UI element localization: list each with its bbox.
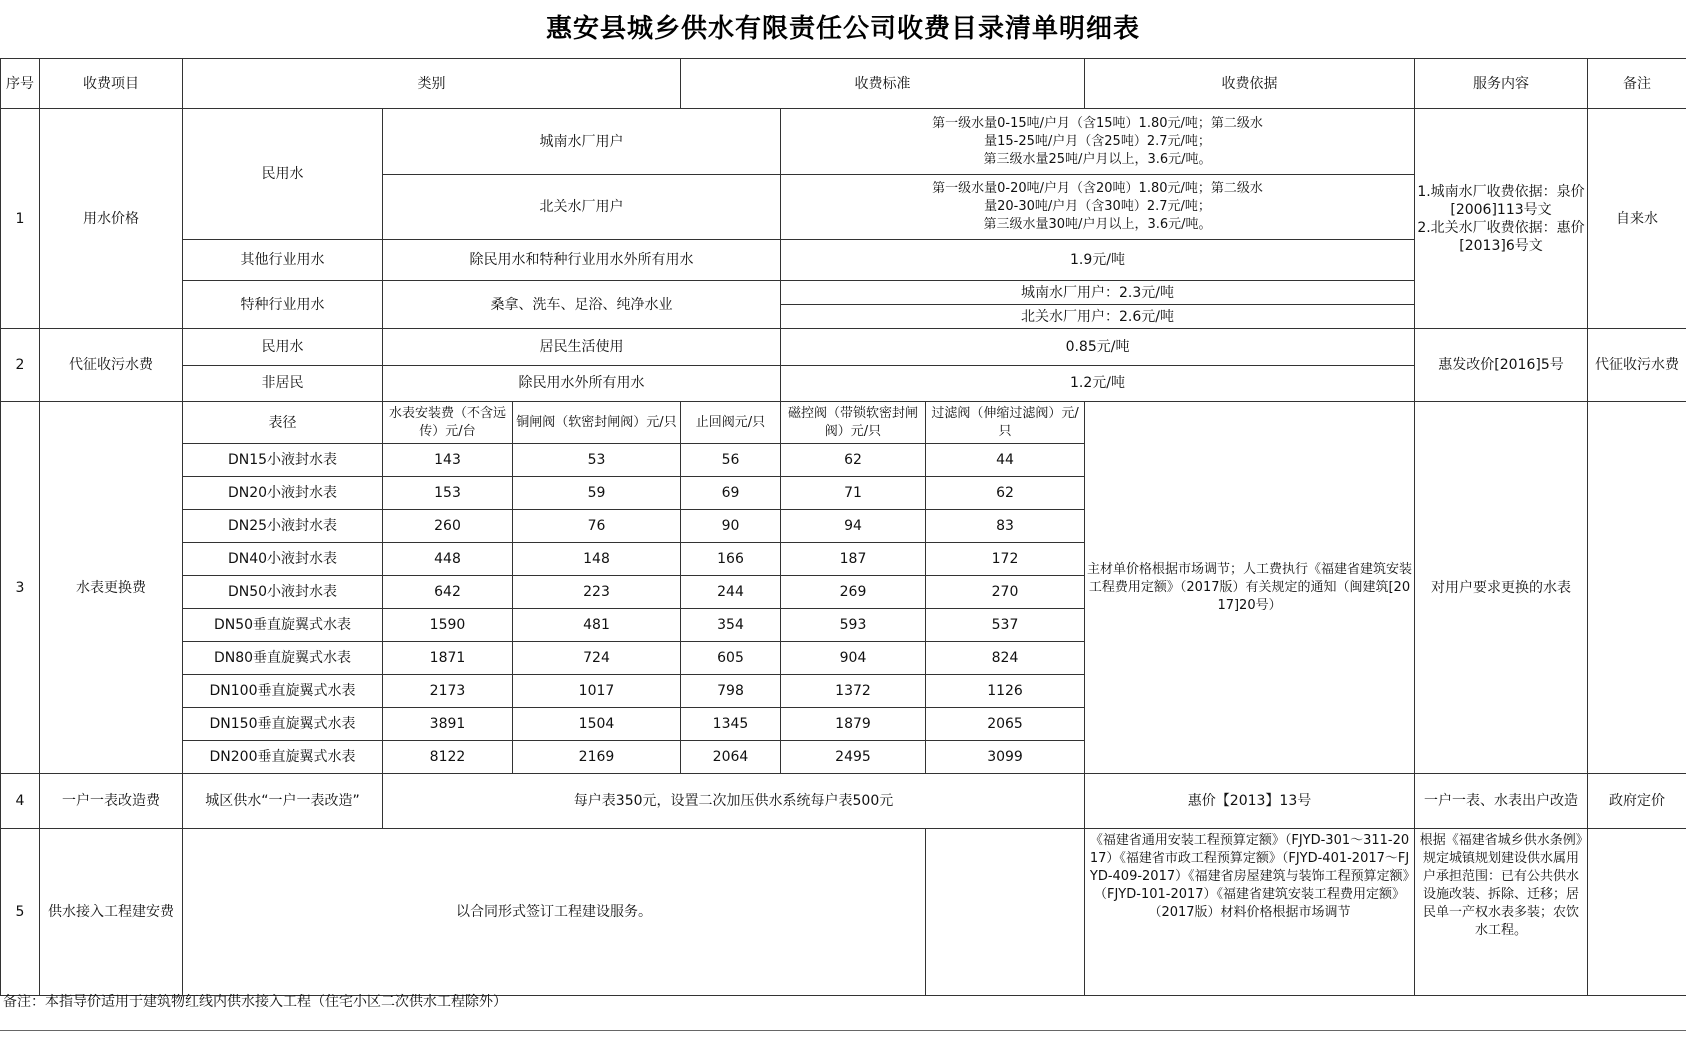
meter-value: 642 xyxy=(383,576,513,609)
meter-value: 69 xyxy=(681,477,781,510)
standard-line: 第三级水量30吨/户月以上，3.6元/吨。 xyxy=(983,217,1212,232)
row3-seq: 3 xyxy=(1,402,40,774)
standard-line: 量20-30吨/户月（含30吨）2.7元/吨； xyxy=(984,199,1211,214)
row2-residential-desc: 居民生活使用 xyxy=(383,329,781,366)
row1-special: 特种行业用水 xyxy=(183,281,383,329)
meter-size: DN150垂直旋翼式水表 xyxy=(183,708,383,741)
row2-nonresident-standard: 1.2元/吨 xyxy=(781,365,1415,402)
header-item: 收费项目 xyxy=(40,59,183,109)
meter-value: 1126 xyxy=(926,675,1085,708)
row1-special-desc: 桑拿、洗车、足浴、纯净水业 xyxy=(383,281,781,329)
standard-line: 量15-25吨/户月（含25吨）2.7元/吨； xyxy=(984,133,1211,149)
header-seq: 序号 xyxy=(1,59,40,109)
basis-line: 1.城南水厂收费依据：泉价[2006]113号文 xyxy=(1417,183,1585,218)
row2-nonresident-desc: 除民用水外所有用水 xyxy=(383,365,781,402)
meter-value: 270 xyxy=(926,576,1085,609)
meter-value: 448 xyxy=(383,543,513,576)
footnote: 备注：本指导价适用于建筑物红线内供水接入工程（住宅小区二次供水工程除外） xyxy=(3,994,507,1010)
row2-basis: 惠发改价[2016]5号 xyxy=(1415,329,1588,402)
meter-value: 223 xyxy=(513,576,681,609)
row4-seq: 4 xyxy=(1,774,40,829)
header-remark: 备注 xyxy=(1588,59,1686,109)
meter-value: 537 xyxy=(926,609,1085,642)
row1-beiguan-standard xyxy=(781,175,1415,240)
meter-value: 143 xyxy=(383,444,513,477)
row4-standard: 每户表350元，设置二次加压供水系统每户表500元 xyxy=(383,774,1085,829)
meter-value: 44 xyxy=(926,444,1085,477)
meter-value: 1372 xyxy=(781,675,926,708)
row1-other: 其他行业用水 xyxy=(183,240,383,281)
meter-value: 1504 xyxy=(513,708,681,741)
row4-category: 城区供水“一户一表改造” xyxy=(183,774,383,829)
meter-value: 166 xyxy=(681,543,781,576)
row2-service: 代征收污水费 xyxy=(1588,329,1686,402)
row5-remark xyxy=(1588,829,1686,996)
row5-basis: 《福建省通用安装工程预算定额》（FJYD-301～311-2017）《福建省市政工程预算定额》（FJYD-401-2017～FJYD-409-2017）《福建省房屋建筑与装饰工程预算定额》（FJYD-101-2017）《福建省建筑安装工程费用定额》（2017版）材料价格根据市场调节 xyxy=(1085,829,1415,996)
row3-remark xyxy=(1588,402,1686,774)
table-row xyxy=(1,329,1686,366)
row4-item: 一户一表改造费 xyxy=(40,774,183,829)
row5-category: 以合同形式签订工程建设服务。 xyxy=(183,829,926,996)
row1-beiguan: 北关水厂用户 xyxy=(383,175,781,240)
meter-value: 605 xyxy=(681,642,781,675)
meter-value: 824 xyxy=(926,642,1085,675)
meter-value: 187 xyxy=(781,543,926,576)
bottom-divider xyxy=(0,1030,1686,1031)
meter-value: 1590 xyxy=(383,609,513,642)
row3-service: 对用户要求更换的水表 xyxy=(1415,402,1588,774)
meter-value: 83 xyxy=(926,510,1085,543)
meter-value: 798 xyxy=(681,675,781,708)
header-basis: 收费依据 xyxy=(1085,59,1415,109)
meter-value: 244 xyxy=(681,576,781,609)
meter-value: 1345 xyxy=(681,708,781,741)
header-row xyxy=(1,59,1686,109)
meter-col-check: 止回阀元/只 xyxy=(681,402,781,444)
row2-nonresident: 非居民 xyxy=(183,365,383,402)
meter-value: 153 xyxy=(383,477,513,510)
meter-value: 172 xyxy=(926,543,1085,576)
row4-remark: 政府定价 xyxy=(1588,774,1686,829)
meter-col-filter: 过滤阀（伸缩过滤阀）元/只 xyxy=(926,402,1085,444)
meter-value: 148 xyxy=(513,543,681,576)
row1-special-standard-2: 北关水厂用户：2.6元/吨 xyxy=(781,305,1415,329)
meter-value: 94 xyxy=(781,510,926,543)
meter-value: 1017 xyxy=(513,675,681,708)
meter-value: 53 xyxy=(513,444,681,477)
row1-other-desc: 除民用水和特种行业用水外所有用水 xyxy=(383,240,781,281)
meter-value: 2064 xyxy=(681,741,781,774)
meter-col-install: 水表安装费（不含远传）元/台 xyxy=(383,402,513,444)
meter-size: DN80垂直旋翼式水表 xyxy=(183,642,383,675)
row2-residential-standard: 0.85元/吨 xyxy=(781,329,1415,366)
meter-size: DN200垂直旋翼式水表 xyxy=(183,741,383,774)
row4-service: 一户一表、水表出户改造 xyxy=(1415,774,1588,829)
meter-value: 481 xyxy=(513,609,681,642)
standard-line: 第一级水量0-15吨/户月（含15吨）1.80元/吨；第二级水 xyxy=(932,115,1263,131)
meter-size: DN50垂直旋翼式水表 xyxy=(183,609,383,642)
row3-item: 水表更换费 xyxy=(40,402,183,774)
row2-seq: 2 xyxy=(1,329,40,402)
meter-col-size: 表径 xyxy=(183,402,383,444)
meter-value: 260 xyxy=(383,510,513,543)
row1-chengnan: 城南水厂用户 xyxy=(383,109,781,175)
header-service: 服务内容 xyxy=(1415,59,1588,109)
meter-value: 62 xyxy=(926,477,1085,510)
row5-item: 供水接入工程建安费 xyxy=(40,829,183,996)
row2-residential: 民用水 xyxy=(183,329,383,366)
row1-chengnan-standard xyxy=(781,109,1415,175)
row5-service: 根据《福建省城乡供水条例》规定城镇规划建设供水属用户承担范围：已有公共供水设施改装、拆除、迁移；居民单一产权水表多装；农饮水工程。 xyxy=(1415,829,1588,996)
meter-value: 62 xyxy=(781,444,926,477)
row2-item: 代征收污水费 xyxy=(40,329,183,402)
meter-value: 76 xyxy=(513,510,681,543)
row1-service: 自来水 xyxy=(1588,109,1686,329)
meter-value: 2169 xyxy=(513,741,681,774)
meter-header-row xyxy=(1,402,1686,444)
basis-line: 2.北关水厂收费依据：惠价[2013]6号文 xyxy=(1417,219,1585,254)
header-standard: 收费标准 xyxy=(681,59,1085,109)
header-category: 类别 xyxy=(183,59,681,109)
meter-value: 90 xyxy=(681,510,781,543)
page-title: 惠安县城乡供水有限责任公司收费目录清单明细表 xyxy=(545,14,1140,44)
meter-size: DN25小液封水表 xyxy=(183,510,383,543)
meter-col-magnetic: 磁控阀（带锁软密封闸阀）元/只 xyxy=(781,402,926,444)
row5-standard xyxy=(926,829,1085,996)
meter-value: 56 xyxy=(681,444,781,477)
table-row xyxy=(1,829,1686,996)
meter-value: 3099 xyxy=(926,741,1085,774)
meter-value: 8122 xyxy=(383,741,513,774)
meter-size: DN50小液封水表 xyxy=(183,576,383,609)
row1-other-standard: 1.9元/吨 xyxy=(781,240,1415,281)
meter-size: DN15小液封水表 xyxy=(183,444,383,477)
row1-item: 用水价格 xyxy=(40,109,183,329)
row1-basis xyxy=(1415,109,1588,329)
meter-value: 593 xyxy=(781,609,926,642)
table-row xyxy=(1,774,1686,829)
meter-value: 724 xyxy=(513,642,681,675)
meter-value: 2495 xyxy=(781,741,926,774)
meter-value: 904 xyxy=(781,642,926,675)
row5-seq: 5 xyxy=(1,829,40,996)
meter-size: DN100垂直旋翼式水表 xyxy=(183,675,383,708)
meter-value: 3891 xyxy=(383,708,513,741)
fee-table xyxy=(0,58,1686,996)
row3-basis: 主材单价格根据市场调节；人工费执行《福建省建筑安装工程费用定额》（2017版）有关规定的通知（闽建筑[2017]20号） xyxy=(1085,402,1415,774)
row4-basis: 惠价【2013】13号 xyxy=(1085,774,1415,829)
meter-value: 71 xyxy=(781,477,926,510)
table-row xyxy=(1,109,1686,175)
standard-line: 第三级水量25吨/户月以上，3.6元/吨。 xyxy=(983,151,1212,167)
meter-col-gate: 铜闸阀（软密封闸阀）元/只 xyxy=(513,402,681,444)
meter-value: 269 xyxy=(781,576,926,609)
meter-value: 354 xyxy=(681,609,781,642)
meter-value: 2173 xyxy=(383,675,513,708)
meter-value: 1879 xyxy=(781,708,926,741)
meter-value: 2065 xyxy=(926,708,1085,741)
meter-size: DN20小液封水表 xyxy=(183,477,383,510)
meter-value: 1871 xyxy=(383,642,513,675)
row1-special-standard-1: 城南水厂用户：2.3元/吨 xyxy=(781,281,1415,305)
meter-size: DN40小液封水表 xyxy=(183,543,383,576)
standard-line: 第一级水量0-20吨/户月（含20吨）1.80元/吨；第二级水 xyxy=(932,181,1263,196)
row1-residential: 民用水 xyxy=(183,109,383,240)
meter-value: 59 xyxy=(513,477,681,510)
row1-seq: 1 xyxy=(1,109,40,329)
